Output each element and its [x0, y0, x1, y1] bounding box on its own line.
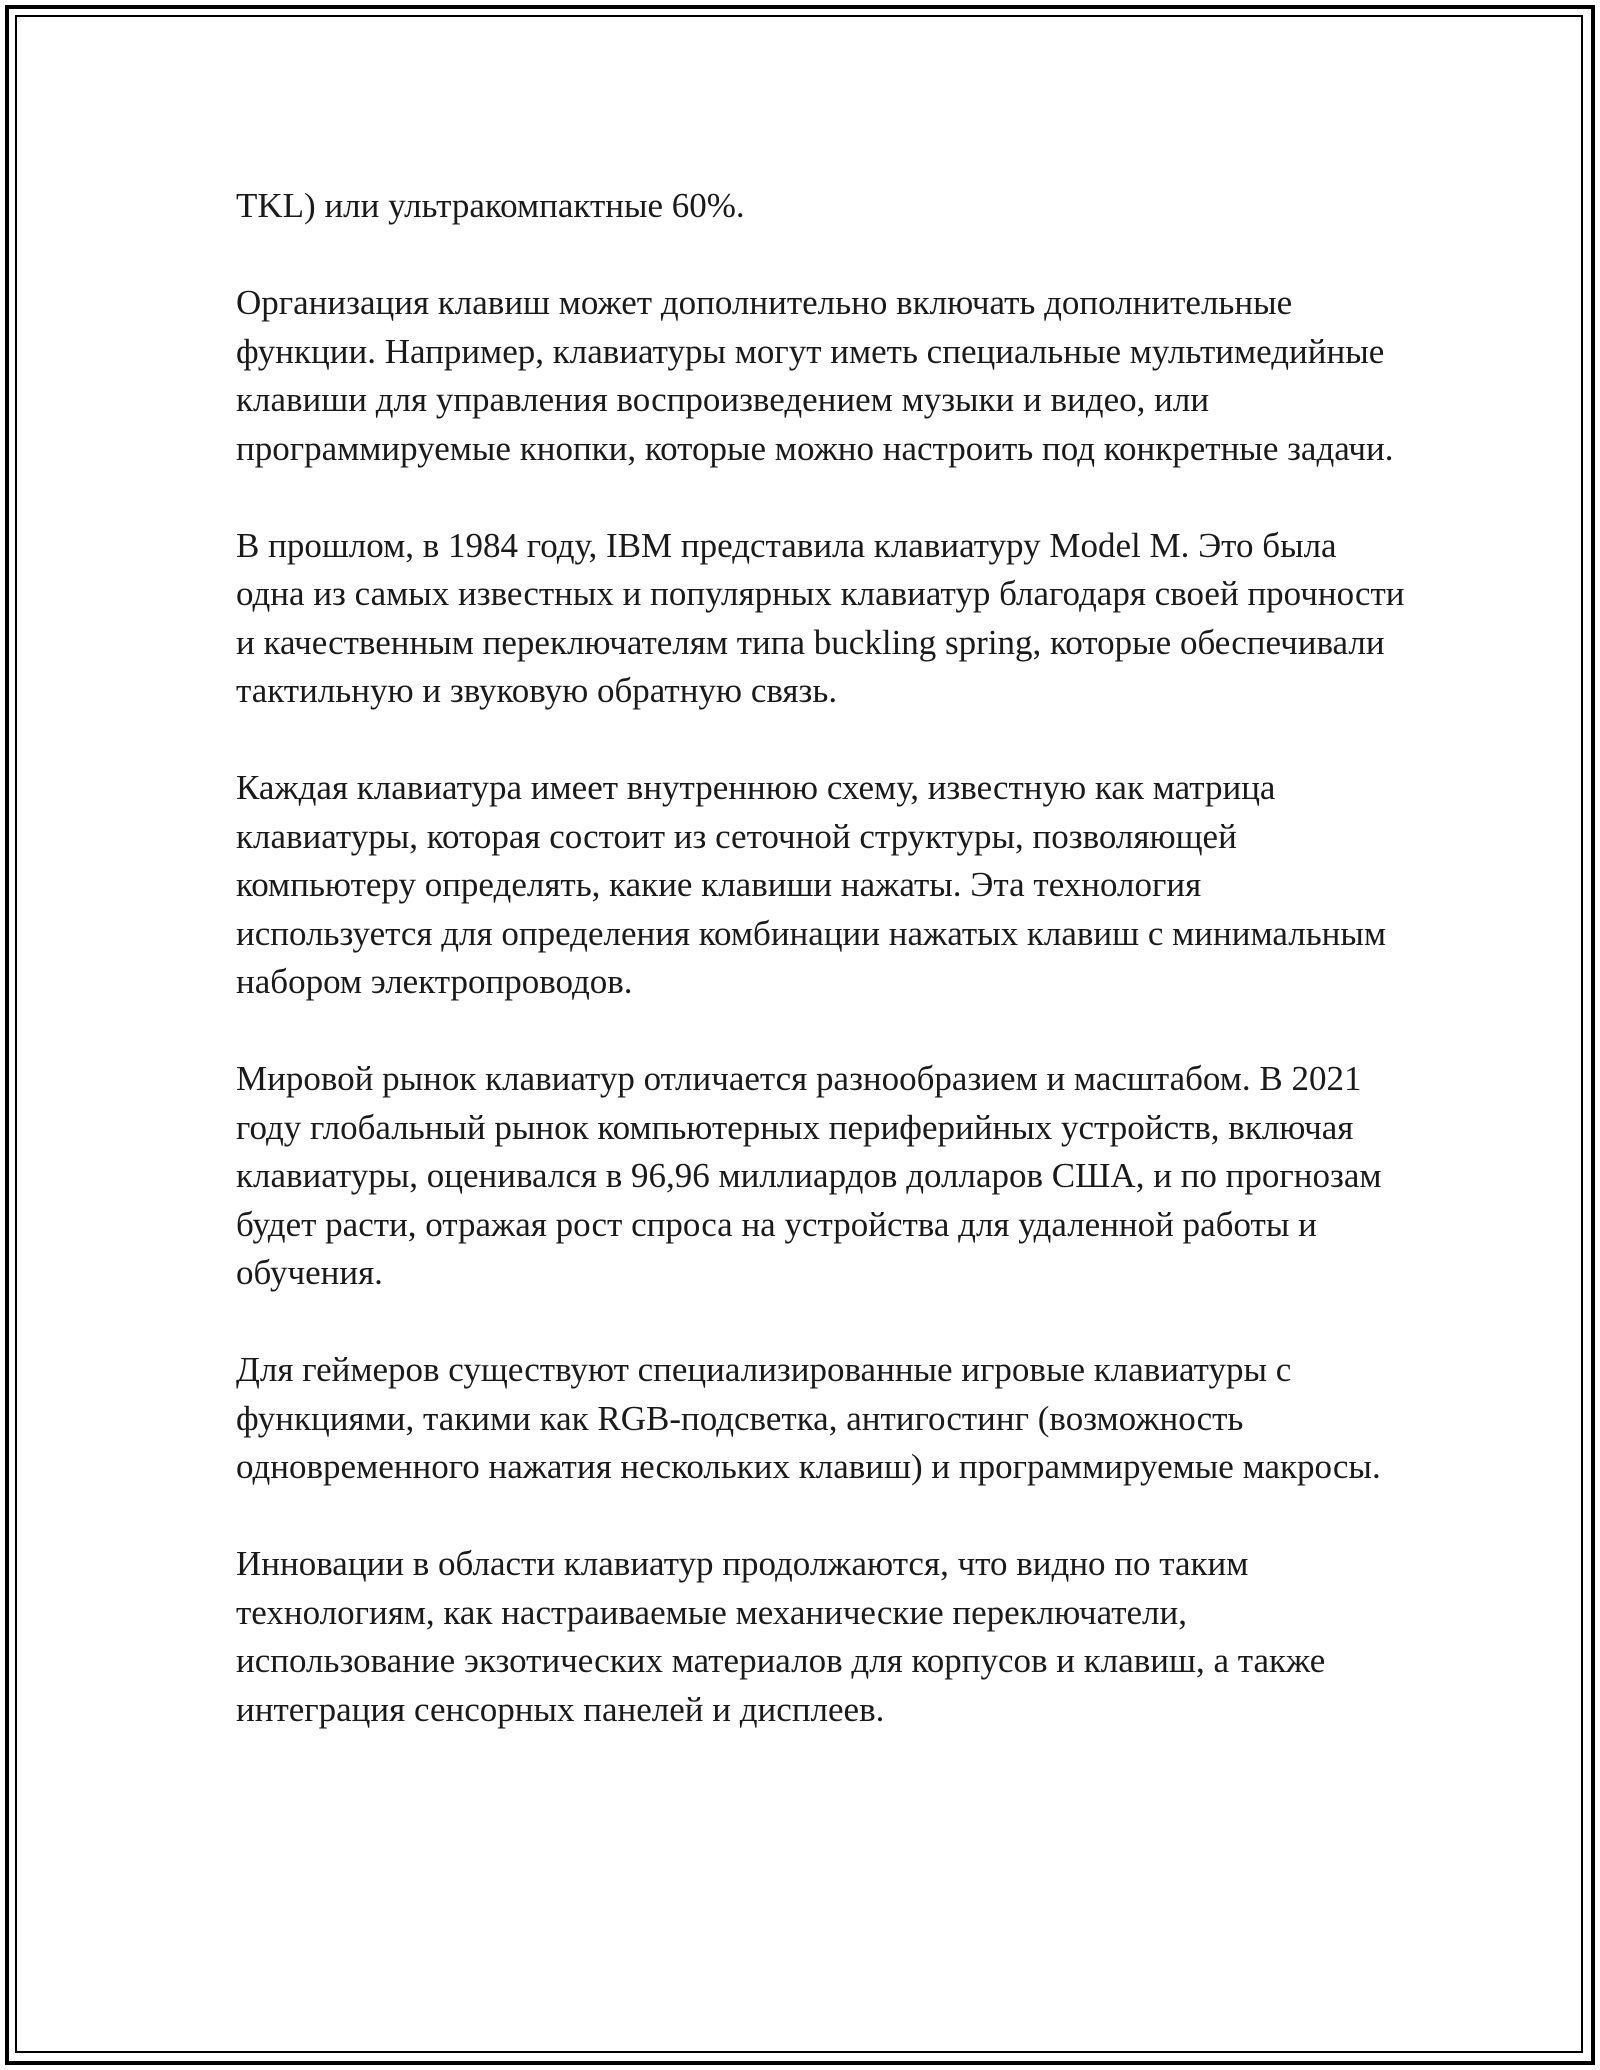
paragraph: Инновации в области клавиатур продолжаются, что видно по таким технологиям, как настраиваемые механические переключатели, использование экзотических материалов для корпусов и клавиш, а также интеграция сенсорных панелей и дисплеев. — [236, 1544, 1326, 1729]
paragraph: TKL) или ультракомпактные 60%. — [236, 186, 745, 225]
paragraph: В прошлом, в 1984 году, IBM представила клавиатуру Model M. Это была одна из самых известных и популярных клавиатур благодаря своей прочности и качественным переключателям типа buckling spring, которые обеспечивали тактильную и звуковую обратную связь. — [236, 525, 1405, 710]
paragraph: Организация клавиш может дополнительно включать дополнительные функции. Например, клавиатуры могут иметь специальные мультимедийные клавиши для управления воспроизведением музыки и видео, или программируемые кнопки, которые можно настроить под конкретные задачи. — [236, 283, 1394, 468]
paragraph: Для геймеров существуют специализированные игровые клавиатуры с функциями, такими как RGB-подсветка, антигостинг (возможность одновременного нажатия нескольких клавиш) и программируемые макросы. — [236, 1350, 1381, 1486]
paragraph: Мировой рынок клавиатур отличается разнообразием и масштабом. В 2021 году глобальный рынок компьютерных периферийных устройств, включая клавиатуры, оценивался в 96,96 миллиардов долларов США, и по прогнозам будет расти, отражая рост спроса на устройства для удаленной работы и обучения. — [236, 1059, 1382, 1292]
paragraph: Каждая клавиатура имеет внутреннюю схему, известную как матрица клавиатуры, которая состоит из сеточной структуры, позволяющей компьютеру определять, какие клавиши нажаты. Эта технология используется для определения комбинации нажатых клавиш с минимальным набором электропроводов. — [236, 768, 1387, 1001]
document-body — [236, 182, 1406, 1783]
